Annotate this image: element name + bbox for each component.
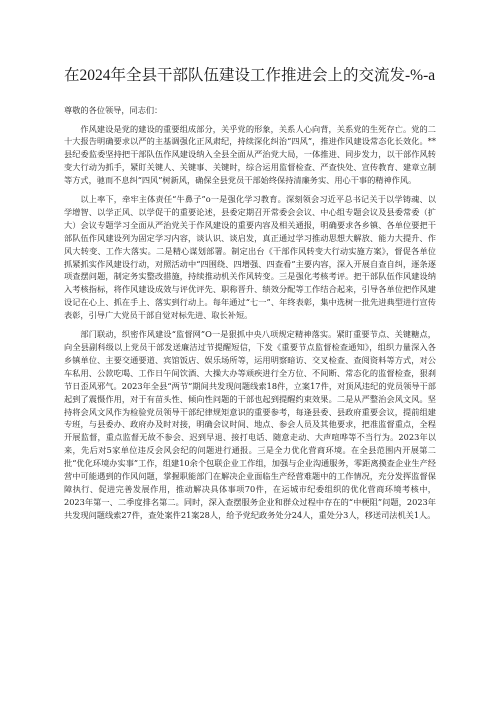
- paragraph-1: 作风建设是党的建设的重要组成部分，关乎党的形象，关系人心向背，关系党的生死存亡。党的二十大报告明确要求以严的主基调强化正风肃纪，持续深化纠治“四风”，推进作风建设常态化长效化。**县纪委监委坚持把干部队伍作风建设纳入全县全面从严治党大局，一体推进、同步发力，以干部作风转变大行动为抓手，紧盯关键人、关键事、关键时，综合运用监督检查、严查快处、宣传教育、建章立制等方式，驰而不息纠“四风”树新风，确保全县党员干部始终保持清廉务实、用心干事的精神作风。: [64, 123, 436, 186]
- paragraph-2: 以上率下，牵牢主体责任“牛鼻子”o一是强化学习教育。深刻领会习近平总书记关于以学铸魂、以学增智、以学正风、以学促干的重要论述，县委定期召开常委会会议、中心组专题会议及县委常委（扩大）会议专题学习全面从严治党关于作风建设的重要内容及相关通报，明确要求各乡镇、各单位要把干部队伍作风建设列为固定学习内容，谈认识、谈启发，真正通过学习推动思想大解放、能力大提升、作风大转变、工作大落实。二是精心谋划部署。制定出台《干部作风转变大行动实施方案》，督促各单位抓紧抓实作风建设行动，对照活动中“四围绕、四增强、四查看”主要内容，深入开展自查自纠，逐条逐项查摆问题，制定务实整改措施，持续推动机关作风转变。三是强化考核考评。把干部队伍作风建设纳入考核指标，将作风建设成效与评优评先、职称晋升、绩效分配等工作结合起来，引导各单位把作风建设记在心上、抓在手上、落实到行动上。每年通过“七一”、年终表彰，集中选树一批先进典型进行宣传表彰，引导广大党员干部自觉对标先进、取长补短。: [64, 194, 436, 321]
- document-title: 在2024年全县干部队伍建设工作推进会上的交流发-%-a: [64, 67, 436, 84]
- greeting: 尊敬的各位领导，同志们：: [64, 105, 163, 115]
- paragraph-3: 部门联动，织密作风建设“监督网”O一是狠抓中央八项规定精神落实。紧盯重要节点、关键糖点，向全县副科级以上党员干部发送廉洁过节提醒短信，下发《重要节点监督检查通知》，组织力量深入各乡镇单位、主要交通要道、宾馆饭店、娱乐场所等，运用明察暗访、交叉检查、查阅资料等方式，对公车私用、公款吃喝、工作日午间饮酒、大操大办等顽疾进行全方位、不间断、常态化的监督检查，狠刹节日歪风邪气。2023年全县“两节”期间共发现问题线索18件，立案17件，对顶风违纪的党员领导干部起到了震慑作用，对于有苗头性、倾向性问题的干部也起到提醒约束效果。二是从严整治会风文风。坚持将会风文风作为检验党员领导干部纪律规矩意识的重要参考，每逢县委、县政府重要会议，提前组建专班，与县委办、政府办及时对接，明确会议时间、地点、参会人员及其他要求，把准监督重点，全程开展监督，重点监督无故不参会、迟到早退、接打电话、随意走动、大声喧哗等不当行为。2023年以来，先后对5家单位违反会风会纪的问题进行通报。三是全力优化营商环境。在全县范围内开展第二批“优化环境办实事”工作，组建10余个包联企业工作组，加强与企业沟通服务，零距离摸查企业生产经营中可能遇到的作风问题，掌握职能部门在解决企业面临生产经营难题中的工作情况，充分发挥监督保障执行、促进完善发展作用，推动解决具体事项70件，在运城市纪委组织的优化营商环境考核中，2023年第一、二季度排名第二。同时，深入查摆服务企业和群众过程中存在的“中梗阻”问题，2023年共发现问题线索27件，查处案件21案28人，给予党纪政务处分24人，重处分3人，移送司法机关1人。: [64, 329, 436, 520]
